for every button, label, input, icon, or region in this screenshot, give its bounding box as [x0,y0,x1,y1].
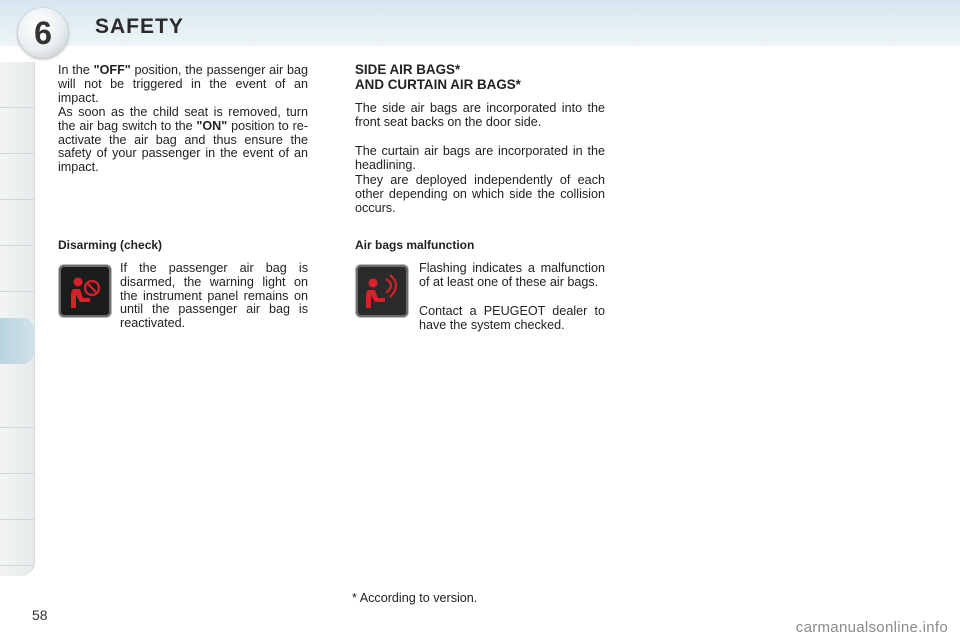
chapter-tab-6-active[interactable] [0,318,34,364]
side-air-bags-paragraph-2: The curtain air bags are incorporated in the headlining. [355,144,605,172]
chapter-tab-10[interactable] [0,520,34,566]
chapter-tab-9[interactable] [0,474,34,520]
side-air-bags-paragraph-1: The side air bags are incorporated into the front seat backs on the door side. [355,101,605,129]
malfunction-heading: Air bags malfunction [355,238,475,252]
chapter-badge: 6 [18,8,68,58]
chapter-tab-2[interactable] [0,108,34,154]
section-title: SAFETY [95,15,184,38]
malfunction-paragraph-1: Flashing indicates a malfunction of at least one of these air bags. [419,261,605,289]
version-footnote: * According to version. [352,591,478,605]
chapter-tab-7[interactable] [0,382,34,428]
disarming-heading: Disarming (check) [58,238,163,252]
airbag-off-warning-icon [59,265,111,317]
watermark: carmanualsonline.info [795,619,948,636]
side-air-bags-heading: SIDE AIR BAGS* AND CURTAIN AIR BAGS* [355,62,521,92]
chapter-tab-1[interactable] [0,62,34,108]
page-number: 58 [32,607,48,623]
chapter-tab-4[interactable] [0,200,34,246]
side-air-bags-paragraph-3: They are deployed independently of each other depending on which side the collision occurs. [355,173,605,215]
intro-paragraph-1: In the "OFF" position, the passenger air bag will not be triggered in the event of an impact. [58,63,308,105]
disarming-text: If the passenger air bag is disarmed, the warning light on the instrument panel remains on until the passenger air bag is reactivated. [120,261,308,331]
chapter-tab-5[interactable] [0,246,34,292]
intro-paragraph-2: As soon as the child seat is removed, turn the air bag switch to the "ON" position to re-activate the air bag and thus ensure the safety of your passenger in the event of an impact. [58,105,308,175]
airbag-malfunction-warning-icon [356,265,408,317]
malfunction-paragraph-2: Contact a PEUGEOT dealer to have the system checked. [419,304,605,332]
chapter-tab-rail [0,62,35,576]
chapter-tab-8[interactable] [0,428,34,474]
chapter-tab-3[interactable] [0,154,34,200]
